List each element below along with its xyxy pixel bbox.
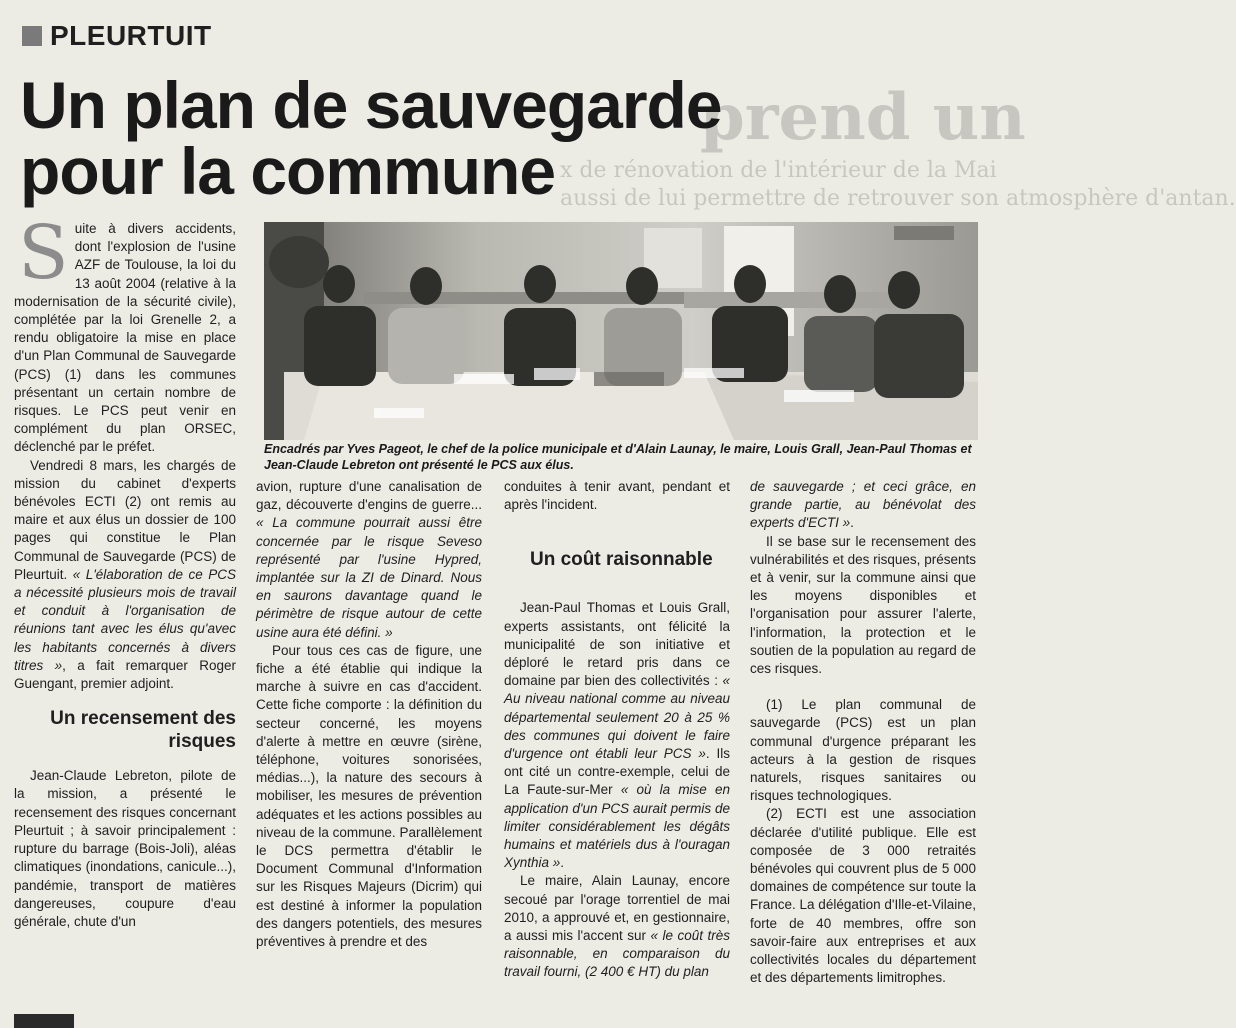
lead-paragraph-text: uite à divers accidents, dont l'explosion de l'usine AZF de Toulouse, la loi du 13 août 2004 (relative à la modernisation de la sécurité civile), complétée par la loi Grenelle 2, a rendu obligatoire la mise en place d'un Plan Communal de Sauvegarde (PCS) (1) dans les communes présentant un certain nombre de risques. Le PCS peut venir en complément du plan ORSEC, déclenché par le préfet. [14,221,236,455]
paragraph-text: . [850,515,854,531]
article-column-1 [14,210,237,931]
bleed-through-line: aussi de lui permettre de retrouver son atmosphère d'antan. [560,186,1236,211]
quote: « La commune pourrait aussi être concernée par le risque Seveso représenté par l'usine Hypred, implantée sur la ZI de Dinard. Nous en saurons davantage quand le périmètre de risque autour de cette usine aura été défini. » [256,515,482,640]
photo-caption: Encadrés par Yves Pageot, le chef de la police municipale et d'Alain Launay, le maire, Louis Grall, Jean-Paul Thomas et Jean-Claude Lebreton ont présenté le PCS aux élus. [264,442,972,472]
footnote-1: (1) Le plan communal de sauvegarde (PCS) est un plan communal d'urgence préparant les acteurs à la gestion de risques naturels, risques sanitaires ou risques technologiques. [750,697,976,804]
article-headline [20,68,722,208]
meeting-photo-illustration [264,222,978,440]
paragraph: Jean-Claude Lebreton, pilote de la mission, a présenté le recensement des risques concernant Pleurtuit ; à savoir principalement : rupture du barrage (Bois-Joli), aléas climatiques (inondations, canicule...), pandémie, transport de matières dangereuses, coupure d'eau générale, chute d'un [14,768,236,929]
subheading: Un recensement des risques [50,708,236,753]
quote: « L'élaboration de ce PCS a nécessité plusieurs mois de travail et conduit à l'organisation de réunions tant avec les élus qu'avec les habitants concernés à divers titres » [14,566,236,673]
article-column-3 [504,478,730,982]
article-column-4 [750,478,976,987]
rubric-square-icon [22,26,42,46]
meeting-photo [264,222,978,440]
footnote-2: (2) ECTI est une association déclarée d'utilité publique. Elle est composée de 3 000 retraités bénévoles qui couvrent plus de 5 000 domaines de compétence sur toute la France. La délégation d'Ille-et-Vilaine, forte de 40 membres, offre son savoir-faire aux entreprises et aux collectivités locales du département et des départements limitrophes. [750,806,976,986]
headline-line-2: pour la commune [20,134,556,208]
paragraph-text: avion, rupture d'une canalisation de gaz, découverte d'engins de guerre... [256,479,482,513]
paragraph [504,599,730,872]
subheading: Un coût raisonnable [530,549,713,571]
paragraph-text: , a fait remarquer Roger Guengant, premier adjoint. [14,657,237,692]
article-column-2 [256,478,482,951]
paragraph [504,872,730,981]
quote: « le coût très raisonnable, en comparaison du travail fourni, (2 400 € HT) du plan [504,928,730,980]
paragraph-text: Vendredi 8 mars, les chargés de mission du cabinet d'experts bénévoles ECTI (2) ont remis au maire et aux élus un dossier de 100 pages qui constitue le Plan Communal de Sauvegarde (PCS) de Pleurtuit. [14,457,236,582]
lead-paragraph [14,210,236,457]
paragraph-continued [750,478,976,533]
paragraph-text: . Ils ont cité un contre-exemple, celui de La Faute-sur-Mer [504,746,730,798]
headline-line-1: Un plan de sauvegarde [20,68,722,142]
paragraph: Pour tous ces cas de figure, une fiche a été établie qui indique la marche à suivre en cas d'accident. Cette fiche comporte : la définition du secteur concerné, les moyens d'alerte à mettre en œuvre (sirène, téléphone, voitures sonorisées, médias...), la nature des secours à mobiliser, les mesures de prévention adéquates et les actions possibles au niveau de la commune. Parallèlement le DCS permettra d'établir le Document Communal d'Information sur les Risques Majeurs (Dicrim) qui est destiné à informer la population des dangers potentiels, des mesures préventives à prendre et des [256,642,482,950]
bleed-through-line: x de rénovation de l'intérieur de la Mai [560,158,997,183]
bleed-through-heading: prend un [700,80,1026,155]
drop-cap: S [18,210,69,296]
quote: de sauvegarde ; et ceci grâce, en grande partie, au bénévolat des experts d'ECTI » [750,479,976,531]
rubric-label: PLEURTUIT [50,20,212,51]
paragraph-text: Le maire, Alain Launay, encore secoué par l'orage torrentiel de mai 2010, a approuvé et, en gestionnaire, a aussi mis l'accent sur [504,873,730,944]
paragraph [14,457,236,694]
paragraph-text: Jean-Paul Thomas et Louis Grall, experts assistants, ont félicité la municipalité de son initiative et déploré le retard pris dans ce domaine par bien des collectivités : [504,600,730,689]
quote: « Au niveau national comme au niveau départemental seulement 20 à 25 % des communes qui doivent le faire d'urgence ont établi leur PCS » [504,673,730,762]
paragraph-continued [256,478,482,642]
next-article-heading-fragment [14,1014,74,1028]
section-rubric [22,20,212,52]
quote: « où la mise en application d'un PCS aurait permis de limiter considérablement les dégâts humains et matériels dus à l'ouragan Xynthia » [504,782,730,871]
paragraph-text: . [560,855,565,871]
paragraph-continued: conduites à tenir avant, pendant et après l'incident. [504,479,730,513]
paragraph: Il se base sur le recensement des vulnérabilités et des risques, présents et à venir, sur la commune ainsi que les moyens disponibles et l'organisation pour assurer l'alerte, l'information, la protection et le soutien de la population au regard de ces risques. [750,533,976,677]
